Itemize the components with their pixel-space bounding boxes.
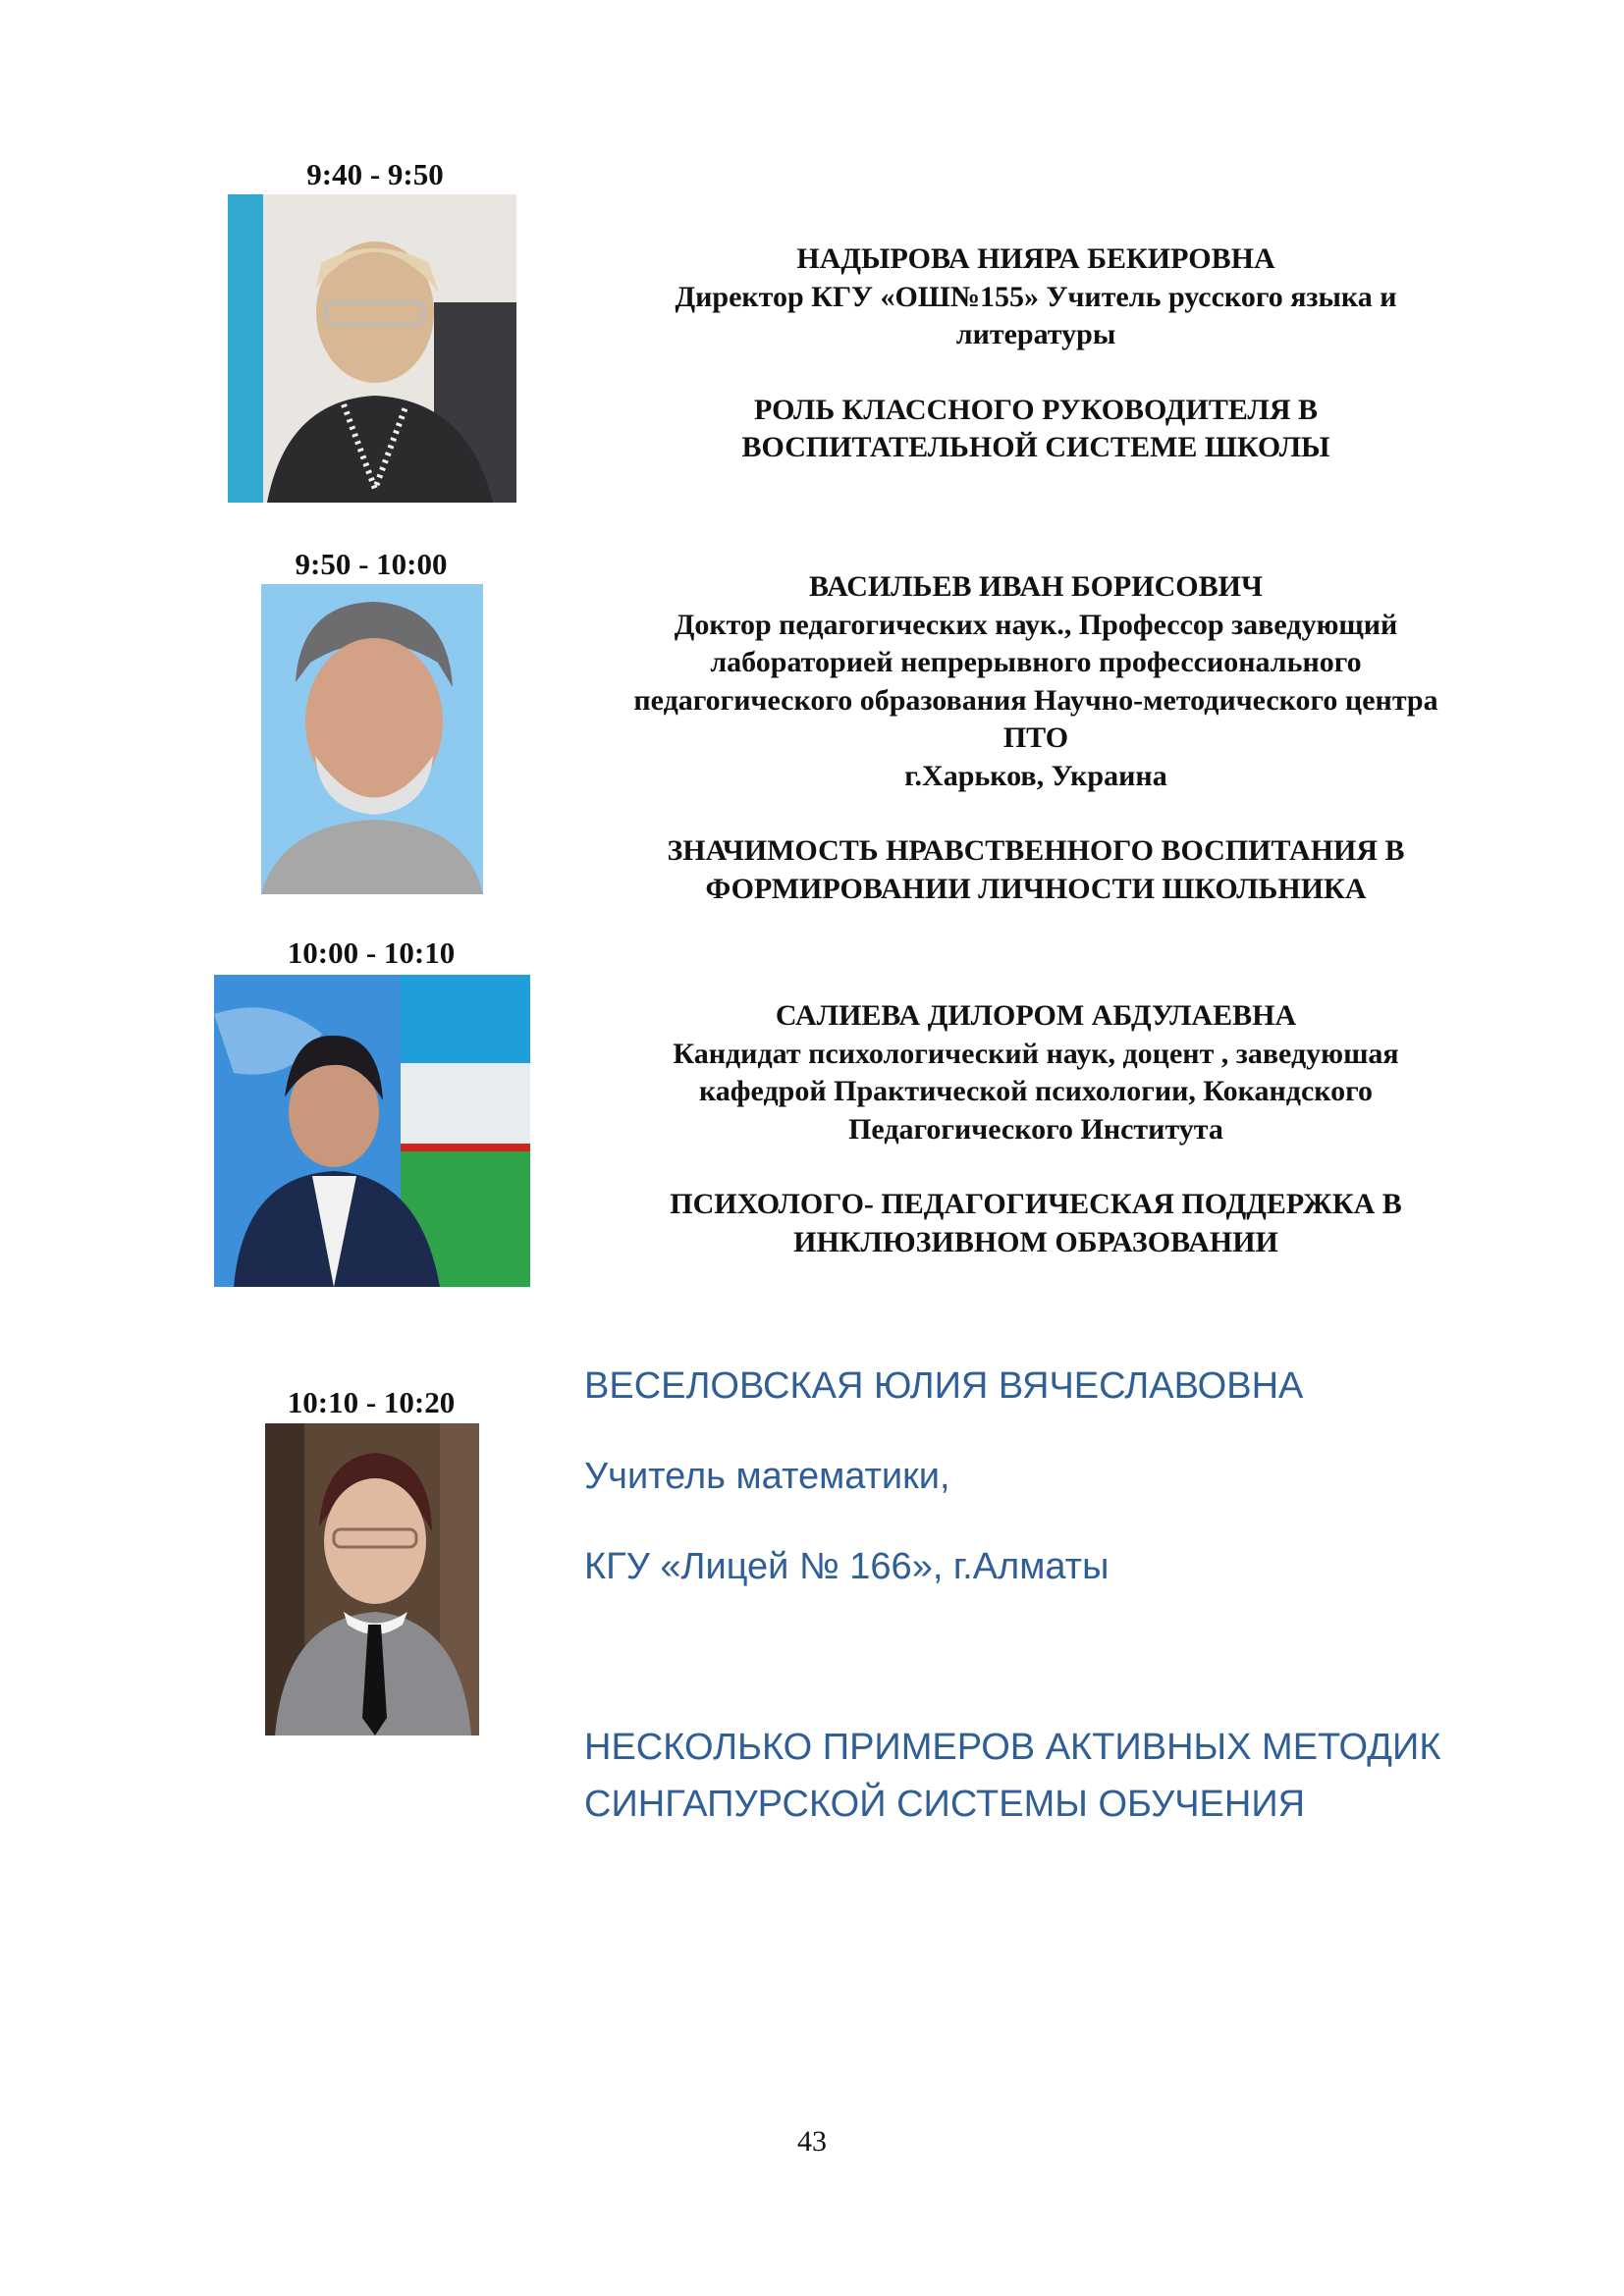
speaker-position-line: КГУ «Лицей № 166», г.Алматы <box>584 1546 1110 1587</box>
speaker-position-line: Доктор педагогических наук., Профессор заведующий <box>674 608 1398 641</box>
speaker-photo <box>261 584 483 894</box>
speaker-info <box>550 240 1522 467</box>
speaker-position-line: Учитель математики, <box>584 1456 950 1497</box>
speaker-info <box>584 1358 1566 1833</box>
speaker-position-line: ПТО <box>1002 721 1069 754</box>
speaker-name: ВЕСЕЛОВСКАЯ ЮЛИЯ ВЯЧЕСЛАВОВНА <box>584 1365 1304 1407</box>
talk-topic-line: РОЛЬ КЛАССНОГО РУКОВОДИТЕЛЯ В <box>753 393 1319 426</box>
speaker-position-line: Директор КГУ «ОШ№155» Учитель русского языка и <box>675 280 1397 313</box>
talk-topic-line: ФОРМИРОВАНИИ ЛИЧНОСТИ ШКОЛЬНИКА <box>705 872 1367 905</box>
speaker-name: ВАСИЛЬЕВ ИВАН БОРИСОВИЧ <box>809 570 1263 603</box>
talk-topic-line: НЕСКОЛЬКО ПРИМЕРОВ АКТИВНЫХ МЕТОДИК <box>584 1727 1441 1768</box>
speaker-info <box>550 997 1522 1261</box>
time-slot: 10:00 - 10:10 <box>287 935 456 970</box>
speaker-name: САЛИЕВА ДИЛОРОМ АБДУЛАЕВНА <box>775 999 1297 1032</box>
speaker-photo <box>228 194 516 503</box>
speaker-position-line: г.Харьков, Украина <box>904 759 1167 792</box>
time-slot: 9:40 - 9:50 <box>306 157 444 191</box>
speaker-position-line: кафедрой Практической психологии, Кокандского <box>698 1075 1374 1107</box>
talk-topic-line: ИНКЛЮЗИВНОМ ОБРАЗОВАНИИ <box>793 1225 1278 1258</box>
speaker-position-line: педагогического образования Научно-методического центра <box>633 683 1438 717</box>
speaker-position-line: лабораторией непрерывного профессионального <box>710 646 1362 678</box>
talk-topic-line: СИНГАПУРСКОЙ СИСТЕМЫ ОБУЧЕНИЯ <box>584 1784 1306 1825</box>
talk-topic-line: ПСИХОЛОГО- ПЕДАГОГИЧЕСКАЯ ПОДДЕРЖКА В <box>670 1188 1402 1220</box>
speaker-name: НАДЫРОВА НИЯРА БЕКИРОВНА <box>796 242 1275 275</box>
page-number: 43 <box>797 2125 827 2158</box>
time-slot: 9:50 - 10:00 <box>295 547 448 581</box>
speaker-position-line: литературы <box>955 318 1116 350</box>
talk-topic-line: ЗНАЧИМОСТЬ НРАВСТВЕННОГО ВОСПИТАНИЯ В <box>667 834 1405 867</box>
speaker-position-line: Кандидат психологический наук, доцент , заведуюшая <box>673 1037 1399 1070</box>
speaker-info <box>550 568 1522 908</box>
time-slot: 10:10 - 10:20 <box>287 1385 456 1419</box>
speaker-photo <box>214 975 530 1287</box>
speaker-position-line: Педагогического Института <box>848 1112 1223 1146</box>
talk-topic-line: ВОСПИТАТЕЛЬНОЙ СИСТЕМЕ ШКОЛЫ <box>741 431 1330 463</box>
speaker-photo <box>265 1423 479 1735</box>
